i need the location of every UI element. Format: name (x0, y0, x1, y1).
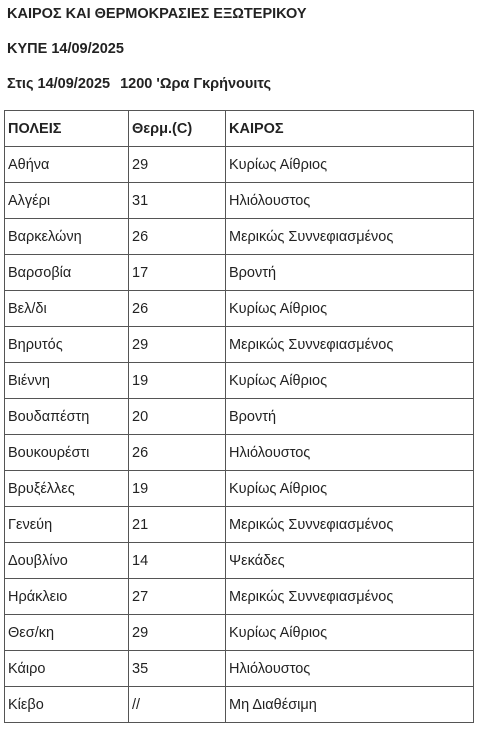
city-cell: Βιέννη (5, 363, 129, 399)
weather-cell: Κυρίως Αίθριος (226, 291, 474, 327)
table-row (5, 435, 474, 471)
temperature-cell: 29 (129, 327, 226, 363)
weather-cell: Κυρίως Αίθριος (226, 147, 474, 183)
temperature-cell: 29 (129, 615, 226, 651)
weather-cell: Ηλιόλουστος (226, 435, 474, 471)
city-cell: Γενεύη (5, 507, 129, 543)
table-row (5, 687, 474, 723)
city-cell: Βρυξέλλες (5, 471, 129, 507)
city-cell: Βαρσοβία (5, 255, 129, 291)
weather-cell: Μερικώς Συννεφιασμένος (226, 579, 474, 615)
city-cell: Θεσ/κη (5, 615, 129, 651)
observation-time-line (7, 75, 271, 93)
table-row (5, 255, 474, 291)
temperature-cell: // (129, 687, 226, 723)
temperature-cell: 26 (129, 219, 226, 255)
weather-cell: Ηλιόλουστος (226, 183, 474, 219)
table-row (5, 399, 474, 435)
weather-cell: Μερικώς Συννεφιασμένος (226, 219, 474, 255)
temperature-cell: 19 (129, 363, 226, 399)
table-row (5, 615, 474, 651)
column-header-city: ΠΟΛΕΙΣ (5, 111, 129, 147)
page-title: ΚΑΙΡΟΣ ΚΑΙ ΘΕΡΜΟΚΡΑΣΙΕΣ ΕΞΩΤΕΡΙΚΟΥ (7, 6, 307, 22)
city-cell: Αλγέρι (5, 183, 129, 219)
table-row (5, 291, 474, 327)
temperature-cell: 17 (129, 255, 226, 291)
weather-cell: Βροντή (226, 255, 474, 291)
table-row (5, 219, 474, 255)
table-row (5, 651, 474, 687)
table-row (5, 327, 474, 363)
weather-cell: Μη Διαθέσιμη (226, 687, 474, 723)
table-row (5, 471, 474, 507)
table-row (5, 579, 474, 615)
temperature-cell: 26 (129, 435, 226, 471)
weather-cell: Βροντή (226, 399, 474, 435)
temperature-cell: 20 (129, 399, 226, 435)
weather-cell: Κυρίως Αίθριος (226, 363, 474, 399)
weather-cell: Ηλιόλουστος (226, 651, 474, 687)
observation-date: Στις 14/09/2025 (7, 76, 111, 92)
temperature-cell: 27 (129, 579, 226, 615)
weather-cell: Μερικώς Συννεφιασμένος (226, 507, 474, 543)
table-row (5, 147, 474, 183)
observation-time: 1200 'Ωρα Γκρήνουιτς (120, 76, 271, 92)
weather-cell: Κυρίως Αίθριος (226, 615, 474, 651)
table-row (5, 507, 474, 543)
temperature-cell: 29 (129, 147, 226, 183)
table-header-row (5, 111, 474, 147)
weather-cell: Κυρίως Αίθριος (226, 471, 474, 507)
table-row (5, 183, 474, 219)
temperature-cell: 31 (129, 183, 226, 219)
source-date-subtitle: ΚΥΠΕ 14/09/2025 (7, 41, 124, 57)
city-cell: Βουκουρέστι (5, 435, 129, 471)
table-body (5, 147, 474, 723)
city-cell: Κίεβο (5, 687, 129, 723)
column-header-temperature: Θερμ.(C) (129, 111, 226, 147)
temperature-cell: 35 (129, 651, 226, 687)
table-row (5, 363, 474, 399)
city-cell: Κάιρο (5, 651, 129, 687)
city-cell: Βαρκελώνη (5, 219, 129, 255)
city-cell: Βουδαπέστη (5, 399, 129, 435)
temperature-cell: 14 (129, 543, 226, 579)
table-row (5, 543, 474, 579)
temperature-cell: 21 (129, 507, 226, 543)
weather-table (4, 110, 474, 723)
column-header-weather: ΚΑΙΡΟΣ (226, 111, 474, 147)
weather-cell: Μερικώς Συννεφιασμένος (226, 327, 474, 363)
city-cell: Δουβλίνο (5, 543, 129, 579)
city-cell: Βηρυτός (5, 327, 129, 363)
city-cell: Ηράκλειο (5, 579, 129, 615)
temperature-cell: 19 (129, 471, 226, 507)
city-cell: Βελ/δι (5, 291, 129, 327)
temperature-cell: 26 (129, 291, 226, 327)
weather-cell: Ψεκάδες (226, 543, 474, 579)
city-cell: Αθήνα (5, 147, 129, 183)
